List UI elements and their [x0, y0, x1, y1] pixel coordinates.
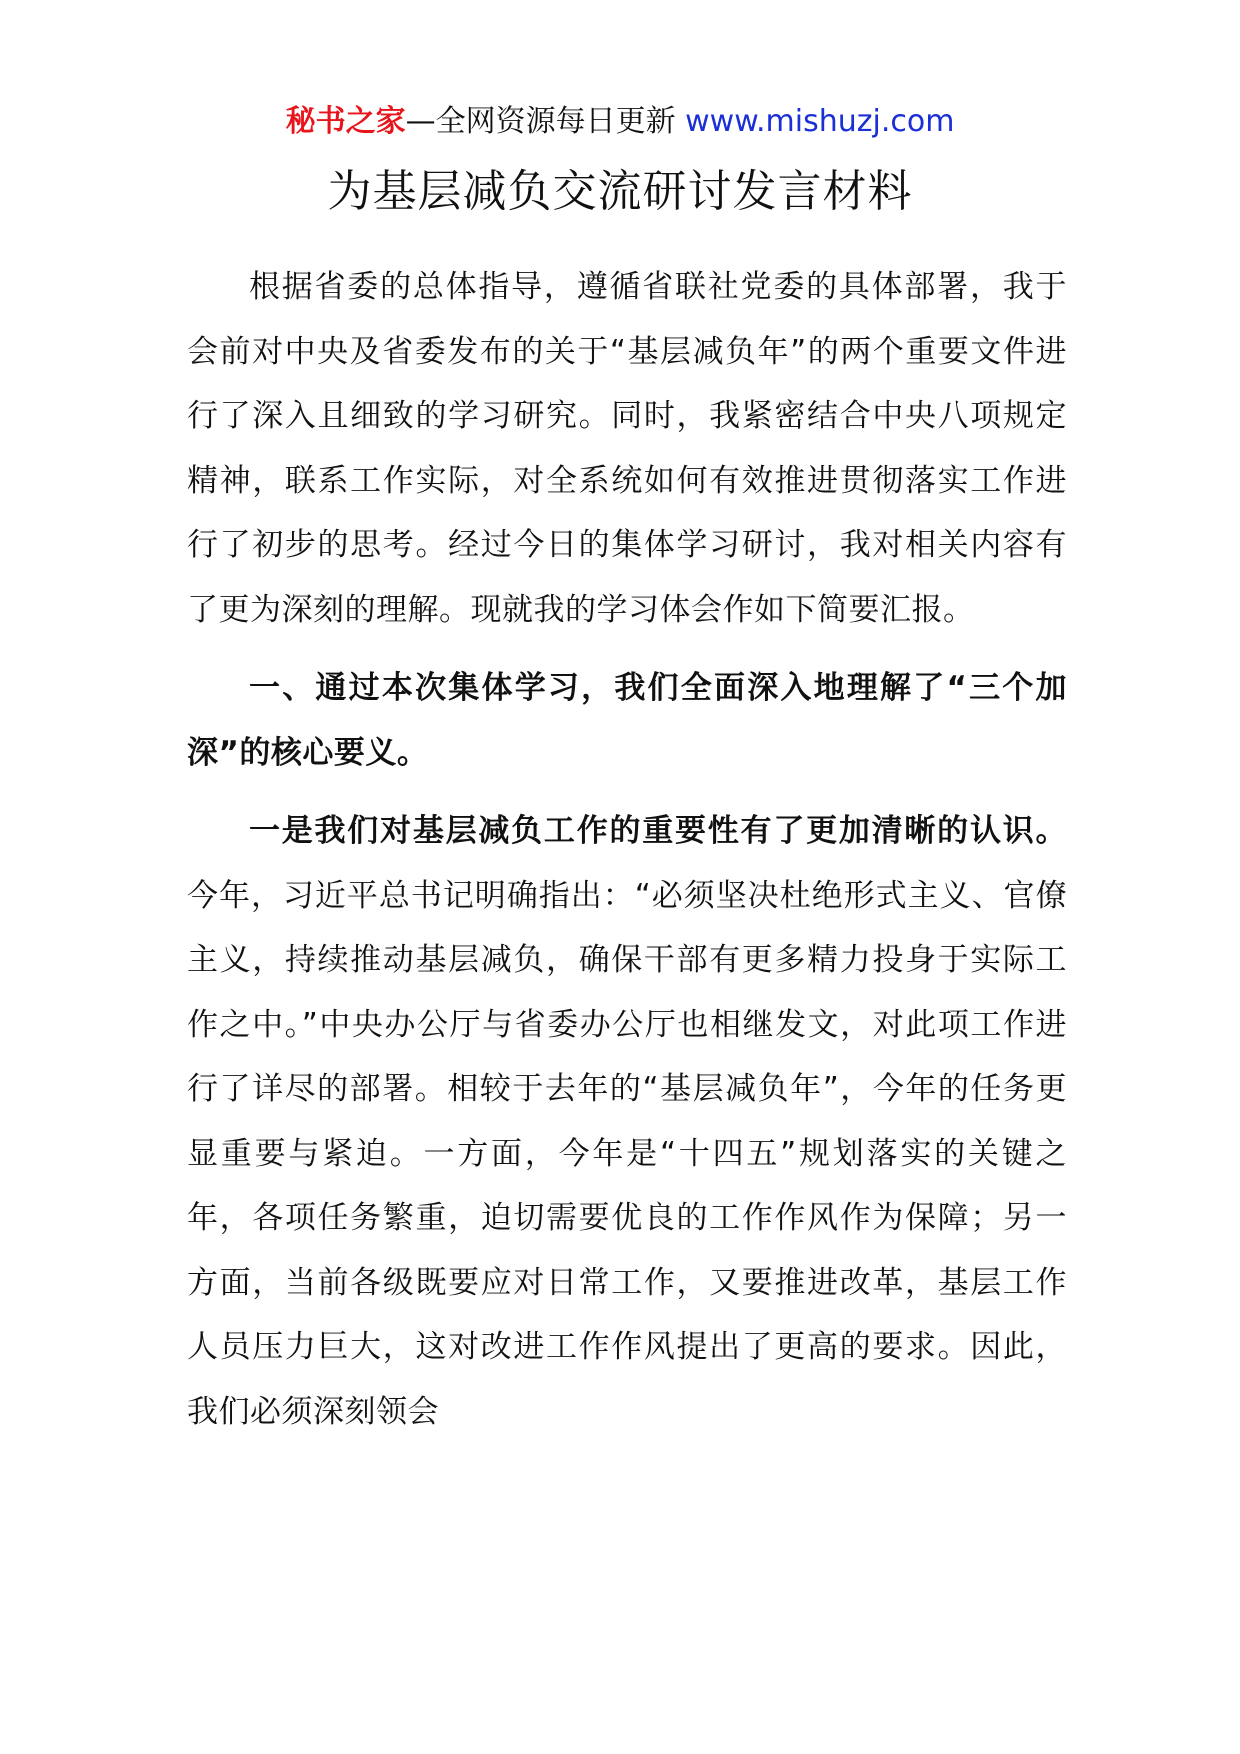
document-title: 为基层减负交流研讨发言材料: [327, 166, 913, 217]
watermark-banner: [0, 100, 1240, 144]
point-paragraph-1: [187, 799, 1067, 1444]
point-lead-1: 一是我们对基层减负工作的重要性有了更加清晰的认识。: [249, 813, 1067, 849]
banner-url: www.mishuzj.com: [685, 104, 955, 139]
document-body: [187, 255, 1067, 1444]
section-heading-1: 一、通过本次集体学习，我们全面深入地理解了“三个加深”的核心要义。: [187, 670, 1067, 771]
point-body-1: 今年，习近平总书记明确指出：“必须坚决杜绝形式主义、官僚主义，持续推动基层减负，确保干部有更多精力投身于实际工作之中。”中央办公厅与省委办公厅也相继发文，对此项工作进行了详尽的部署。相较于去年的“基层减负年”，今年的任务更显重要与紧迫。一方面，今年是“十四五”规划落实的关键之年，各项任务繁重，迫切需要优良的工作作风作为保障；另一方面，当前各级既要应对日常工作，又要推进改革，基层工作人员压力巨大，这对改进工作作风提出了更高的要求。因此，我们必须深刻领会: [187, 877, 1067, 1430]
intro-paragraph: 根据省委的总体指导，遵循省联社党委的具体部署，我于会前对中央及省委发布的关于“基层减负年”的两个重要文件进行了深入且细致的学习研究。同时，我紧密结合中央八项规定精神，联系工作实际，对全系统如何有效推进贯彻落实工作进行了初步的思考。经过今日的集体学习研讨，我对相关内容有了更为深刻的理解。现就我的学习体会作如下简要汇报。: [187, 269, 1067, 628]
brand-name: 秘书之家: [285, 104, 406, 139]
banner-tagline: —全网资源每日更新: [405, 104, 686, 139]
